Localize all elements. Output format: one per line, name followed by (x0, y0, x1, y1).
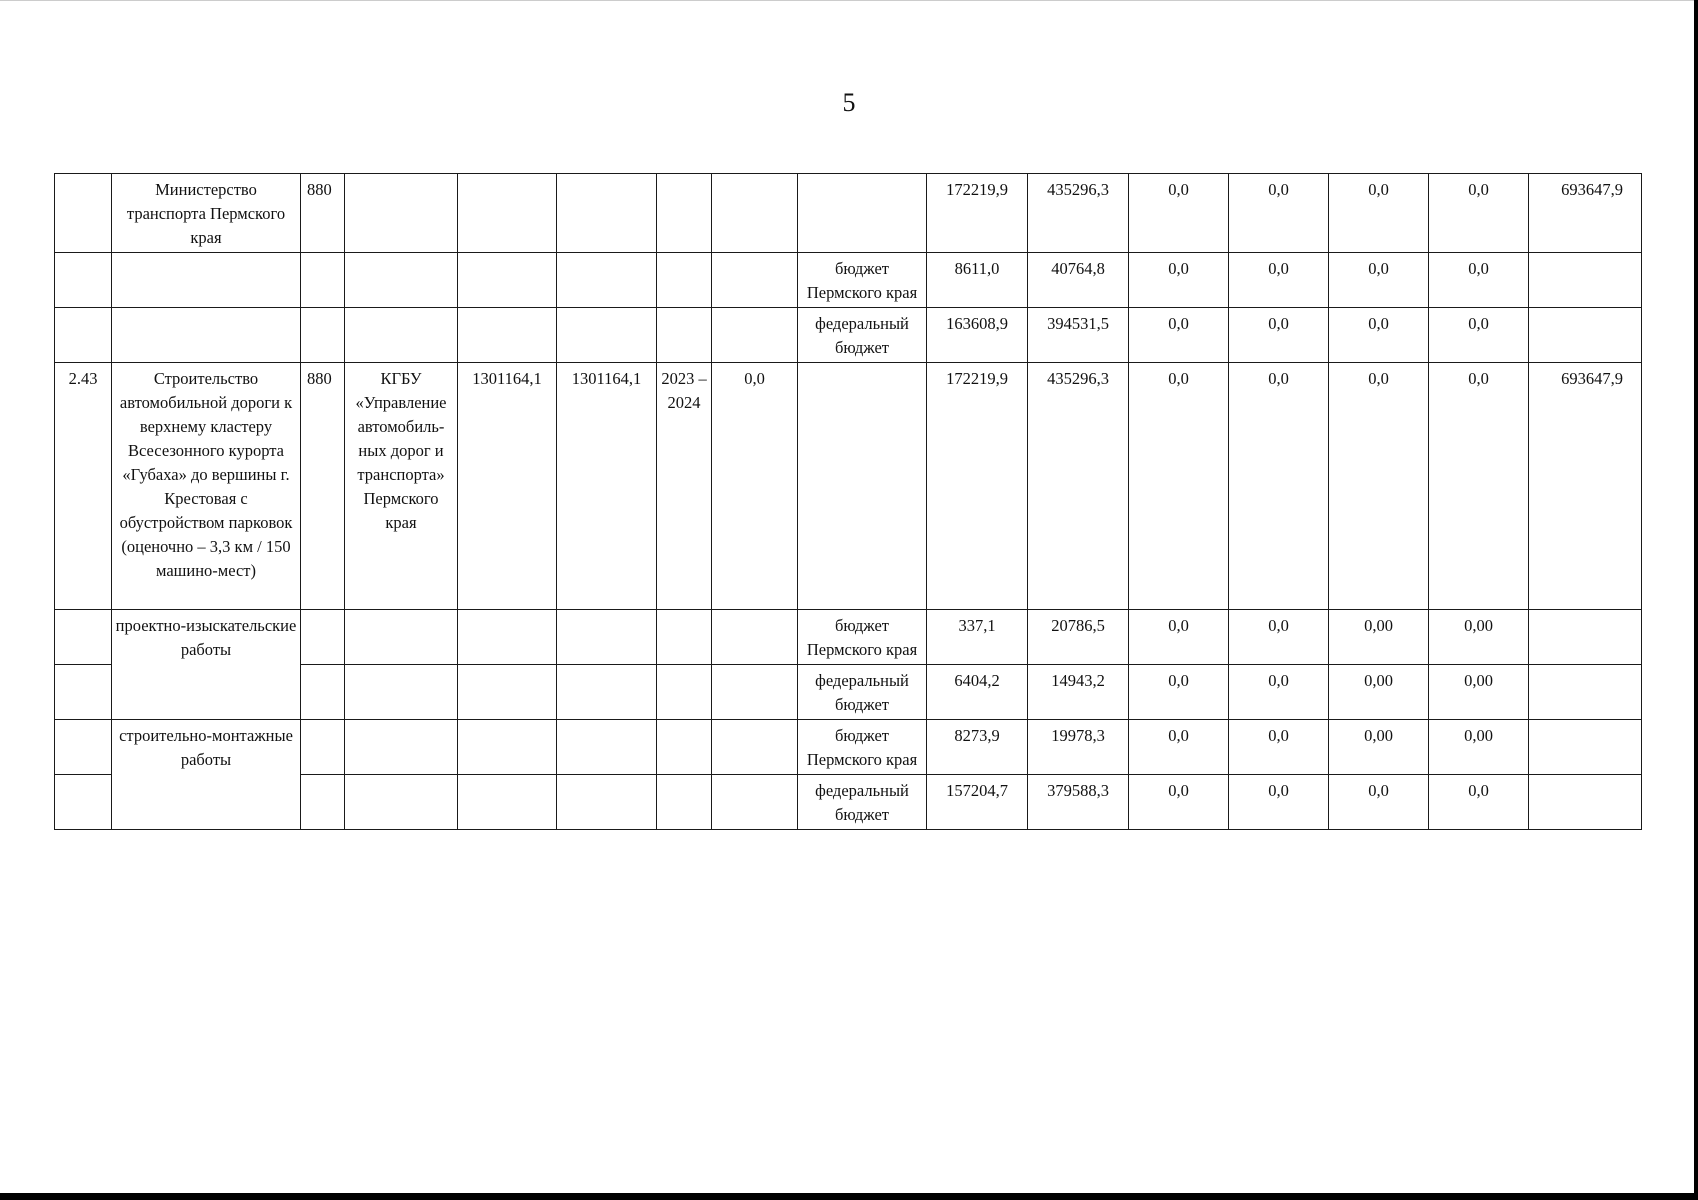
cell-code (301, 720, 345, 775)
cell-executor (345, 253, 458, 308)
cell-value-5: 0,00 (1329, 610, 1429, 665)
cell-value-6: 0,0 (1429, 174, 1529, 253)
cell-estimated-cost (458, 665, 557, 720)
cell-value-3: 0,0 (1129, 720, 1229, 775)
cell-total (1529, 775, 1642, 830)
cell-value-2: 394531,5 (1028, 308, 1129, 363)
cell-name (112, 665, 301, 720)
cell-value-4: 0,0 (1229, 253, 1329, 308)
cell-executor (345, 174, 458, 253)
table-row (55, 775, 1642, 830)
cell-value-1: 8611,0 (927, 253, 1028, 308)
cell-estimated-cost (458, 610, 557, 665)
cell-period (657, 308, 712, 363)
cell-name (112, 308, 301, 363)
cell-total (1529, 610, 1642, 665)
cell-item-number (55, 253, 112, 308)
cell-item-number (55, 775, 112, 830)
cell-code (301, 253, 345, 308)
cell-estimated-cost (458, 174, 557, 253)
cell-executor (345, 775, 458, 830)
cell-value-5: 0,0 (1329, 775, 1429, 830)
cell-value-1: 157204,7 (927, 775, 1028, 830)
cell-value-6: 0,0 (1429, 253, 1529, 308)
cell-value-1: 337,1 (927, 610, 1028, 665)
cell-name: строительно-монтажные работы (112, 720, 301, 775)
cell-period: 2023 – 2024 (657, 363, 712, 610)
cell-prior-funding (712, 308, 798, 363)
cell-total (1529, 665, 1642, 720)
cell-total-cost (557, 253, 657, 308)
cell-estimated-cost (458, 308, 557, 363)
cell-prior-funding (712, 253, 798, 308)
cell-value-1: 6404,2 (927, 665, 1028, 720)
budget-table (54, 173, 1642, 830)
table-row (55, 665, 1642, 720)
cell-estimated-cost (458, 253, 557, 308)
cell-estimated-cost: 1301164,1 (458, 363, 557, 610)
cell-source: бюджет Пермского края (798, 610, 927, 665)
cell-prior-funding (712, 610, 798, 665)
cell-item-number (55, 308, 112, 363)
cell-value-3: 0,0 (1129, 363, 1229, 610)
cell-source: федеральный бюджет (798, 665, 927, 720)
cell-total: 693647,9 (1529, 174, 1642, 253)
cell-value-5: 0,0 (1329, 363, 1429, 610)
cell-value-1: 8273,9 (927, 720, 1028, 775)
cell-total-cost (557, 174, 657, 253)
cell-prior-funding (712, 665, 798, 720)
cell-value-2: 435296,3 (1028, 174, 1129, 253)
cell-total-cost: 1301164,1 (557, 363, 657, 610)
cell-executor (345, 610, 458, 665)
cell-value-4: 0,0 (1229, 308, 1329, 363)
cell-value-1: 172219,9 (927, 174, 1028, 253)
table-row (55, 363, 1642, 610)
cell-value-4: 0,0 (1229, 775, 1329, 830)
cell-value-6: 0,0 (1429, 308, 1529, 363)
cell-value-1: 163608,9 (927, 308, 1028, 363)
cell-code (301, 665, 345, 720)
table-row (55, 174, 1642, 253)
cell-total-cost (557, 308, 657, 363)
cell-value-5: 0,0 (1329, 174, 1429, 253)
cell-value-2: 379588,3 (1028, 775, 1129, 830)
cell-name (112, 775, 301, 830)
cell-name: Министерство транспорта Пермского края (112, 174, 301, 253)
cell-value-5: 0,0 (1329, 253, 1429, 308)
cell-total-cost (557, 720, 657, 775)
cell-value-3: 0,0 (1129, 775, 1229, 830)
cell-period (657, 174, 712, 253)
cell-prior-funding: 0,0 (712, 363, 798, 610)
table-row (55, 610, 1642, 665)
cell-name: проектно-изыскательские работы (112, 610, 301, 665)
cell-total (1529, 308, 1642, 363)
cell-value-4: 0,0 (1229, 174, 1329, 253)
cell-item-number (55, 174, 112, 253)
cell-code: 880 (301, 174, 345, 253)
cell-code (301, 775, 345, 830)
cell-estimated-cost (458, 775, 557, 830)
cell-period (657, 253, 712, 308)
cell-value-2: 20786,5 (1028, 610, 1129, 665)
cell-total (1529, 720, 1642, 775)
cell-value-3: 0,0 (1129, 610, 1229, 665)
cell-source: федеральный бюджет (798, 308, 927, 363)
cell-prior-funding (712, 775, 798, 830)
cell-value-3: 0,0 (1129, 308, 1229, 363)
cell-value-6: 0,0 (1429, 363, 1529, 610)
cell-period (657, 775, 712, 830)
cell-value-5: 0,00 (1329, 720, 1429, 775)
cell-value-5: 0,0 (1329, 308, 1429, 363)
cell-item-number (55, 610, 112, 665)
cell-period (657, 610, 712, 665)
cell-executor (345, 308, 458, 363)
cell-value-1: 172219,9 (927, 363, 1028, 610)
cell-estimated-cost (458, 720, 557, 775)
cell-source: бюджет Пермского края (798, 253, 927, 308)
cell-period (657, 665, 712, 720)
cell-code (301, 308, 345, 363)
cell-source (798, 363, 927, 610)
cell-value-4: 0,0 (1229, 363, 1329, 610)
cell-value-6: 0,0 (1429, 775, 1529, 830)
cell-value-4: 0,0 (1229, 665, 1329, 720)
cell-value-5: 0,00 (1329, 665, 1429, 720)
cell-code (301, 610, 345, 665)
cell-total (1529, 253, 1642, 308)
cell-value-2: 19978,3 (1028, 720, 1129, 775)
cell-name: Строительство автомобильной дороги к верхнему кластеру Всесезонного курорта «Губаха» до вершины г. Крестовая с обустройством парковок (оценочно – 3,3 км / 150 машино-мест) (112, 363, 301, 610)
table-row (55, 253, 1642, 308)
cell-name (112, 253, 301, 308)
cell-total-cost (557, 610, 657, 665)
cell-executor (345, 720, 458, 775)
cell-value-4: 0,0 (1229, 610, 1329, 665)
cell-total: 693647,9 (1529, 363, 1642, 610)
page-number: 5 (842, 88, 856, 117)
cell-item-number (55, 720, 112, 775)
cell-item-number (55, 665, 112, 720)
cell-total-cost (557, 665, 657, 720)
cell-value-2: 40764,8 (1028, 253, 1129, 308)
cell-executor: КГБУ «Управление автомобиль-ных дорог и транспорта» Пермского края (345, 363, 458, 610)
cell-executor (345, 665, 458, 720)
scan-right-edge (1694, 0, 1698, 1200)
cell-value-2: 14943,2 (1028, 665, 1129, 720)
cell-item-number: 2.43 (55, 363, 112, 610)
cell-value-6: 0,00 (1429, 610, 1529, 665)
cell-value-3: 0,0 (1129, 665, 1229, 720)
cell-value-2: 435296,3 (1028, 363, 1129, 610)
cell-value-6: 0,00 (1429, 720, 1529, 775)
cell-code: 880 (301, 363, 345, 610)
cell-prior-funding (712, 720, 798, 775)
cell-value-3: 0,0 (1129, 253, 1229, 308)
cell-source (798, 174, 927, 253)
cell-source: бюджет Пермского края (798, 720, 927, 775)
scan-top-edge (0, 0, 1698, 1)
table-row (55, 308, 1642, 363)
scan-bottom-edge (0, 1193, 1698, 1200)
cell-source: федеральный бюджет (798, 775, 927, 830)
table-row (55, 720, 1642, 775)
cell-total-cost (557, 775, 657, 830)
cell-value-3: 0,0 (1129, 174, 1229, 253)
cell-period (657, 720, 712, 775)
cell-value-4: 0,0 (1229, 720, 1329, 775)
cell-value-6: 0,00 (1429, 665, 1529, 720)
cell-prior-funding (712, 174, 798, 253)
